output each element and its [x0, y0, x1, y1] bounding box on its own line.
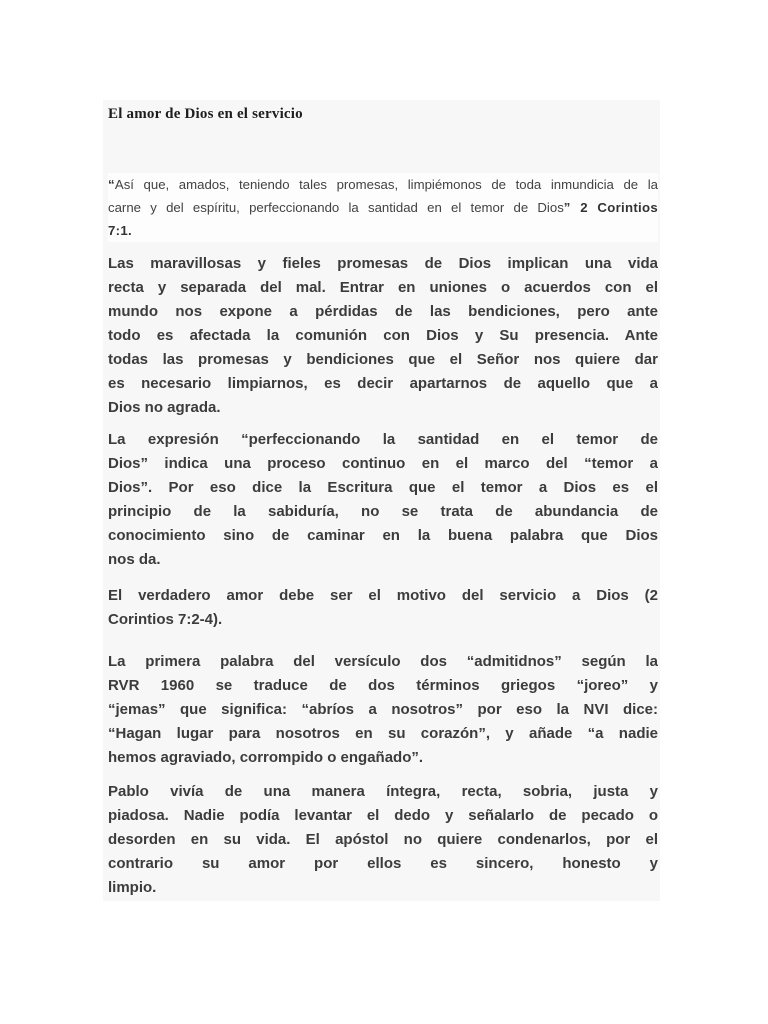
document-page: [103, 100, 660, 901]
text-line: La primera palabra del versículo dos “admitidnos” según la: [108, 653, 658, 670]
bold-segment: “: [108, 177, 115, 192]
text-line: piadosa. Nadie podía levantar el dedo y señalarlo de pecado o: [108, 807, 658, 824]
text-line: Dios”. Por eso dice la Escritura que el temor a Dios es el: [108, 479, 658, 496]
text-line: Corintios 7:2-4).: [108, 611, 223, 628]
text-line: conocimiento sino de caminar en la buena palabra que Dios: [108, 527, 658, 544]
text-line: RVR 1960 se traduce de dos términos griegos “joreo” y: [108, 677, 658, 694]
text-line: todo es afectada la comunión con Dios y Su presencia. Ante: [108, 327, 658, 344]
body-paragraph: [108, 780, 658, 900]
text-line: La expresión “perfeccionando la santidad en el temor de: [108, 431, 658, 448]
text-line: “Hagan lugar para nosotros en su corazón”, y añade “a nadie: [108, 725, 658, 742]
body-paragraph: [108, 428, 658, 572]
text-line: principio de la sabiduría, no se trata de abundancia de: [108, 503, 658, 520]
body-paragraph: [108, 650, 658, 770]
bold-segment: 7:1.: [108, 223, 132, 238]
text-line: [108, 219, 658, 242]
text-line: mundo nos expone a pérdidas de las bendiciones, pero ante: [108, 303, 658, 320]
bold-segment: ” 2 Corintios: [563, 200, 658, 215]
scripture-quote-paragraph: [108, 173, 658, 242]
text-line: nos da.: [108, 551, 161, 568]
text-line: [108, 173, 658, 196]
body-paragraph: [108, 252, 658, 420]
text-line: Dios no agrada.: [108, 399, 221, 416]
text-line: es necesario limpiarnos, es decir apartarnos de aquello que a: [108, 375, 658, 392]
text-line: contrario su amor por ellos es sincero, honesto y: [108, 855, 658, 872]
text-line: desorden en su vida. El apóstol no quiere condenarlos, por el: [108, 831, 658, 848]
text-line: “jemas” que significa: “abríos a nosotros” por eso la NVI dice:: [108, 701, 658, 718]
text-line: limpio.: [108, 879, 157, 896]
document-title: El amor de Dios en el servicio: [108, 106, 303, 122]
text-line: hemos agraviado, corrompido o engañado”.: [108, 749, 424, 766]
text-line: Dios” indica una proceso continuo en el marco del “temor a: [108, 455, 658, 472]
text-line: Las maravillosas y fieles promesas de Dios implican una vida: [108, 255, 658, 272]
text-line: [108, 196, 658, 219]
body-paragraph: [108, 584, 658, 632]
text-line: recta y separada del mal. Entrar en uniones o acuerdos con el: [108, 279, 658, 296]
text-segment: carne y del espíritu, perfeccionando la santidad en el temor de Dios: [108, 200, 564, 215]
document-body: [108, 173, 658, 900]
text-line: todas las promesas y bendiciones que el Señor nos quiere dar: [108, 351, 658, 368]
text-line: El verdadero amor debe ser el motivo del servicio a Dios (2: [108, 587, 658, 604]
text-line: Pablo vivía de una manera íntegra, recta, sobria, justa y: [108, 783, 658, 800]
text-segment: Así que, amados, teniendo tales promesas, limpiémonos de toda inmundicia de la: [114, 177, 658, 192]
